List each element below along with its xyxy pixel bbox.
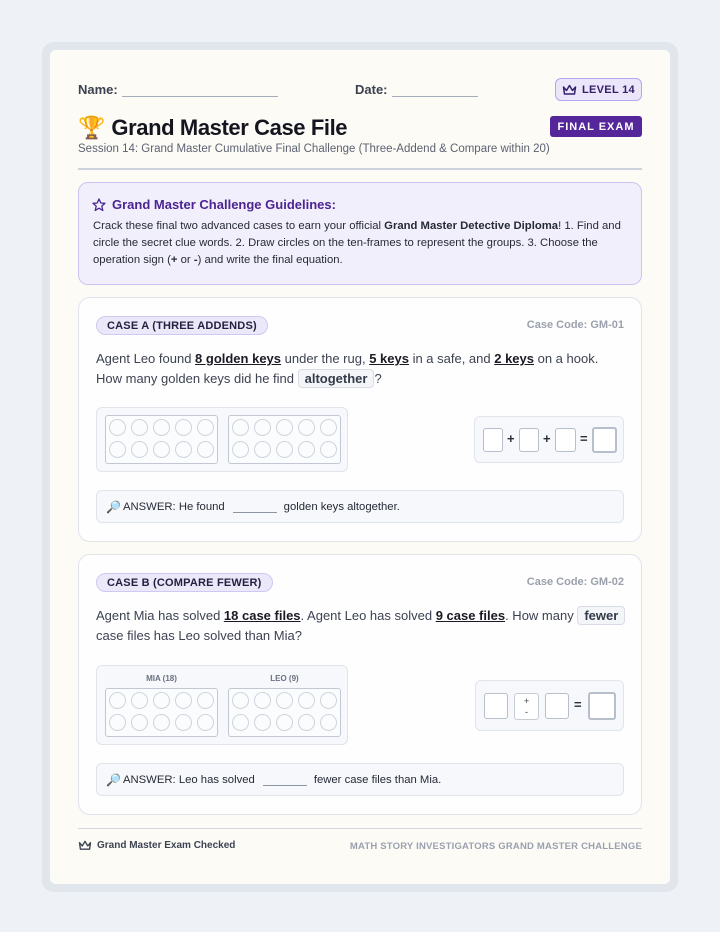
story-text: in a safe, and: [408, 351, 495, 366]
ten-frame-cell[interactable]: [197, 714, 214, 731]
ten-frame-cell[interactable]: [153, 419, 170, 436]
number-box-2[interactable]: [545, 693, 569, 719]
ten-frame-cell[interactable]: [254, 714, 271, 731]
ten-frame-cell[interactable]: [254, 692, 271, 709]
footer-left-text: Grand Master Exam Checked: [97, 840, 236, 851]
date-line[interactable]: [392, 96, 478, 97]
story-text: case files has Leo solved than Mia?: [96, 628, 302, 643]
crown-icon: [562, 84, 577, 96]
addend-box-3[interactable]: [555, 428, 576, 452]
ten-frame-cell[interactable]: [320, 692, 337, 709]
ten-frame[interactable]: [228, 415, 341, 464]
clue-2-keys[interactable]: 2 keys: [494, 351, 534, 366]
ten-frame-cell[interactable]: [175, 692, 192, 709]
ten-frame-cell[interactable]: [131, 441, 148, 458]
answer-blank[interactable]: [233, 501, 277, 513]
ten-frame-cell[interactable]: [320, 714, 337, 731]
guide-text-3: or: [177, 254, 194, 266]
case-a-story: [96, 349, 626, 389]
level-badge: [555, 78, 642, 101]
guidelines-heading: [92, 197, 336, 212]
ten-frame-cell[interactable]: [175, 419, 192, 436]
ten-frame-cell[interactable]: [298, 714, 315, 731]
ten-frame-cell[interactable]: [276, 441, 293, 458]
case-b-answer: [96, 763, 624, 796]
keyword-fewer[interactable]: fewer: [577, 606, 625, 625]
case-b-code: Case Code: GM-02: [526, 576, 624, 588]
trophy-icon: 🏆: [78, 115, 106, 140]
diploma-name: Grand Master Detective Diploma: [384, 220, 559, 232]
minus-sign: -: [193, 254, 198, 266]
ten-frame-cell[interactable]: [175, 441, 192, 458]
guide-text-1: Crack these final two advanced cases to earn your official: [93, 220, 385, 232]
session-subtitle: Session 14: Grand Master Cumulative Final Challenge (Three-Addend & Compare within 20): [78, 143, 550, 155]
title-row: [78, 115, 347, 141]
number-box-1[interactable]: [484, 693, 508, 719]
sum-box[interactable]: [592, 427, 617, 453]
case-b-label: CASE B (COMPARE FEWER): [96, 573, 273, 592]
ten-frame[interactable]: [105, 415, 218, 464]
story-text: . Agent Leo has solved: [300, 608, 436, 623]
ten-frame[interactable]: [105, 688, 218, 737]
ten-frame-cell[interactable]: [320, 441, 337, 458]
addend-box-2[interactable]: [519, 428, 539, 452]
difference-box[interactable]: [588, 692, 616, 720]
ten-frame-cell[interactable]: [254, 419, 271, 436]
ten-frame-cell[interactable]: [131, 692, 148, 709]
guide-text-2: ! 1. Find and circle the secret clue words. 2. Draw circles on the ten-frames to represent the groups. 3. Choose the operation sign (: [93, 220, 621, 266]
ten-frame-cell[interactable]: [197, 692, 214, 709]
ten-frame-cell[interactable]: [298, 419, 315, 436]
page-title: Grand Master Case File: [111, 115, 348, 140]
plus-option[interactable]: +: [523, 695, 530, 706]
ten-frame-cell[interactable]: [197, 419, 214, 436]
case-b-ten-frames: [96, 665, 348, 745]
story-text: Agent Mia has solved: [96, 608, 224, 623]
ten-frame-cell[interactable]: [232, 441, 249, 458]
case-b-equation: [475, 680, 624, 731]
star-icon: [92, 198, 106, 212]
ten-frame-cell[interactable]: [276, 714, 293, 731]
footer-check: [78, 840, 235, 851]
story-text: Agent Leo found: [96, 351, 196, 366]
guidelines-text: [93, 218, 628, 269]
ten-frame-cell[interactable]: [276, 692, 293, 709]
final-exam-badge: FINAL EXAM: [550, 116, 642, 137]
footer-divider: [78, 828, 642, 829]
clue-5-keys[interactable]: 5 keys: [369, 351, 409, 366]
ten-frame-cell[interactable]: [153, 692, 170, 709]
ten-frame-cell[interactable]: [131, 419, 148, 436]
case-a-code: Case Code: GM-01: [526, 319, 624, 331]
ten-frame-cell[interactable]: [232, 419, 249, 436]
date-label: Date:: [355, 82, 388, 97]
name-line[interactable]: [122, 96, 278, 97]
equals-sign: =: [574, 697, 582, 712]
clue-8-golden-keys[interactable]: 8 golden keys: [195, 351, 282, 366]
answer-blank[interactable]: [263, 774, 307, 786]
ten-frame-cell[interactable]: [153, 441, 170, 458]
guidelines-title: Grand Master Challenge Guidelines:: [112, 197, 336, 212]
footer-right-text: MATH STORY INVESTIGATORS GRAND MASTER CHALLENGE: [349, 841, 642, 852]
ten-frame-cell[interactable]: [197, 441, 214, 458]
name-label: Name:: [78, 82, 118, 97]
magnifier-icon: 🔎: [106, 772, 121, 787]
ten-frame-cell[interactable]: [109, 419, 126, 436]
ten-frame-cell[interactable]: [109, 714, 126, 731]
crown-icon: [78, 840, 92, 851]
mia-frame-label: MIA (18): [146, 674, 177, 683]
story-text: ?: [374, 371, 382, 386]
ten-frame-cell[interactable]: [131, 714, 148, 731]
ten-frame-cell[interactable]: [232, 692, 249, 709]
ten-frame[interactable]: [228, 688, 341, 737]
clue-18-case-files[interactable]: 18 case files: [223, 608, 301, 623]
case-a-equation: [474, 416, 624, 463]
ten-frame-cell[interactable]: [298, 441, 315, 458]
story-text: on a hook. How many golden keys did he find: [96, 351, 599, 386]
addend-box-1[interactable]: [483, 428, 503, 452]
case-b-story: [96, 606, 626, 646]
keyword-altogether[interactable]: altogether: [298, 369, 375, 388]
answer-text: ANSWER: Leo has solved: [122, 773, 255, 786]
plus-operator: +: [507, 431, 515, 446]
ten-frame-cell[interactable]: [254, 441, 271, 458]
ten-frame-cell[interactable]: [109, 692, 126, 709]
answer-text: ANSWER: He found: [122, 500, 225, 513]
ten-frame-cell[interactable]: [232, 714, 249, 731]
ten-frame-cell[interactable]: [276, 419, 293, 436]
clue-9-case-files[interactable]: 9 case files: [435, 608, 506, 623]
plus-sign: +: [170, 254, 178, 266]
story-text: under the rug,: [281, 351, 370, 366]
minus-option[interactable]: -: [525, 706, 528, 717]
answer-text: golden keys altogether.: [283, 500, 400, 513]
operation-choice[interactable]: [514, 693, 539, 720]
magnifier-icon: 🔎: [106, 499, 121, 514]
answer-text: fewer case files than Mia.: [313, 773, 442, 786]
plus-operator: +: [543, 431, 551, 446]
case-a-label: CASE A (THREE ADDENDS): [96, 316, 268, 335]
ten-frame-cell[interactable]: [298, 692, 315, 709]
story-text: . How many: [505, 608, 578, 623]
ten-frame-cell[interactable]: [175, 714, 192, 731]
leo-frame-label: LEO (9): [270, 674, 299, 683]
header-divider: [78, 168, 642, 170]
ten-frame-cell[interactable]: [153, 714, 170, 731]
level-text: LEVEL 14: [582, 83, 635, 96]
equals-sign: =: [580, 431, 588, 446]
ten-frame-cell[interactable]: [109, 441, 126, 458]
guide-text-4: ) and write the final equation.: [197, 254, 343, 266]
case-a-answer: [96, 490, 624, 523]
case-a-ten-frames: [96, 407, 348, 472]
ten-frame-cell[interactable]: [320, 419, 337, 436]
